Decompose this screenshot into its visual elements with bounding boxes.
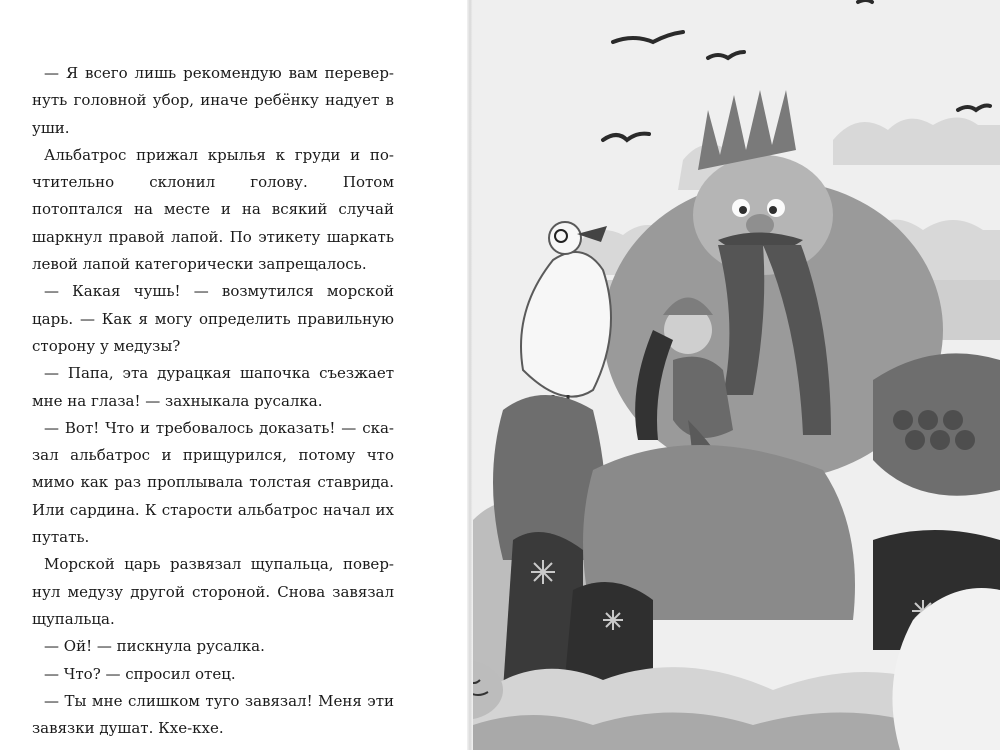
paragraph-9: — Ты мне слишком туго завязал! Меня эти завязки душат. Кхе-кхе. <box>32 691 394 738</box>
paragraph-4: — Папа, эта дурацкая шапочка съезжает мне на глаза! — захныкала русалка. <box>32 364 394 410</box>
sea-king-illustration <box>473 0 1000 750</box>
paragraph-1: — Я всего лишь рекомендую вам перевернуть головной убор, иначе ребёнку надует в уши. <box>32 64 394 137</box>
left-page <box>0 0 470 750</box>
paragraph-7: — Ой! — пискнула русалка. <box>44 637 265 656</box>
story-text <box>32 60 394 742</box>
paragraph-8: — Что? — спросил отец. <box>44 664 236 683</box>
paragraph-3: — Какая чушь! — возмутился морской царь. — Как я могу определить правильную сторону у медузы? <box>32 282 394 355</box>
paragraph-2: Альбатрос прижал крылья к груди и почтительно склонил голову. Потом потоптался на месте и на всякий случай шаркнул правой лапой. По этикету шаркать левой лапой категорически запрещалось. <box>32 145 394 274</box>
paragraph-6: Морской царь развязал щупальца, повернул медузу другой стороной. Снова завязал щупальца. <box>32 555 394 628</box>
right-page <box>473 0 1000 750</box>
paragraph-5: — Вот! Что и требовалось доказать! — сказал альбатрос и прищурился, потому что мимо как раз проплывала толстая ставрида. Или сардина. К старости альбатрос начал их путать. <box>32 418 394 547</box>
